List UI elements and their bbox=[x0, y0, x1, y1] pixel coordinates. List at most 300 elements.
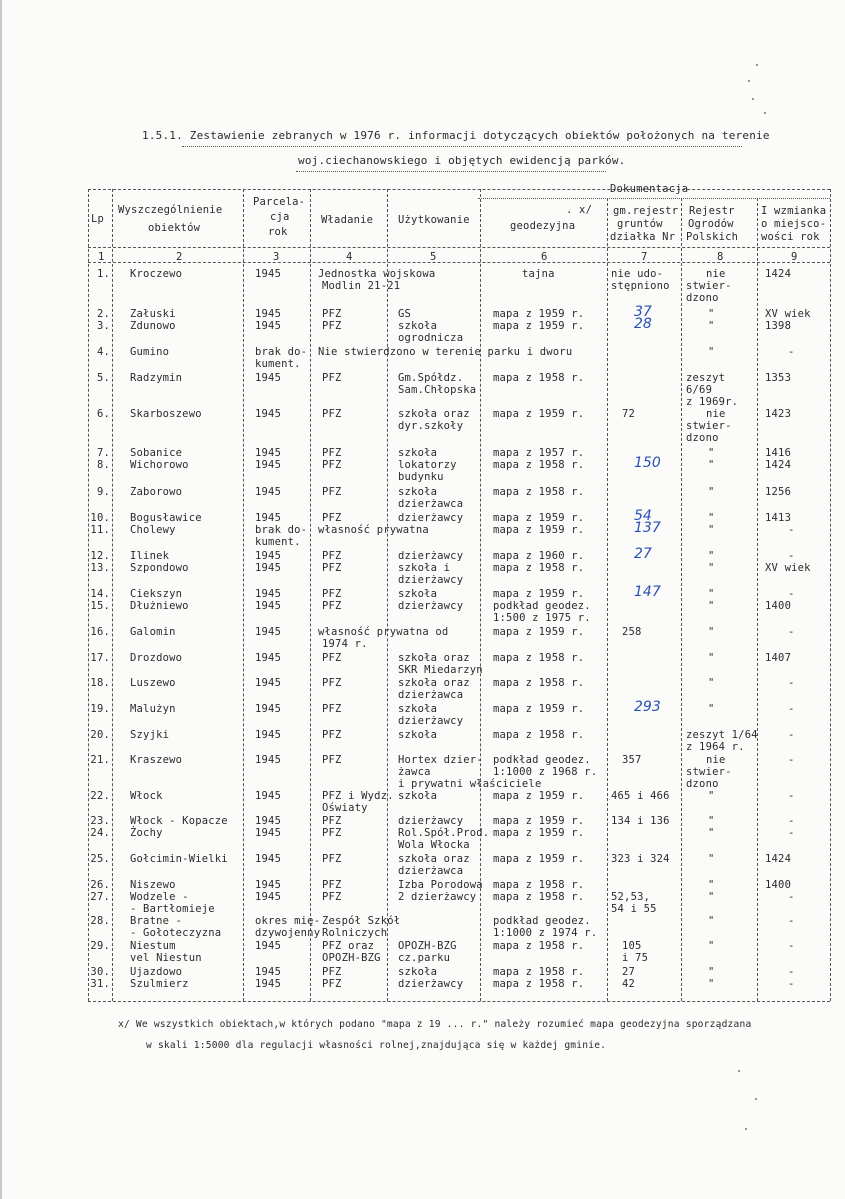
row-lp: 7. bbox=[96, 447, 110, 459]
col-rule-8 bbox=[757, 198, 758, 1001]
row-owner: 1974 r. bbox=[322, 638, 368, 650]
row-geod: mapa z 1959 r. bbox=[493, 588, 585, 600]
row-reg-handwritten: 27 bbox=[634, 546, 652, 562]
row-year: - bbox=[788, 588, 795, 600]
row-geod: mapa z 1958 r. bbox=[493, 891, 585, 903]
row-user: dzierżawca bbox=[398, 865, 464, 877]
row-year: - bbox=[788, 915, 795, 927]
row-year: XV wiek bbox=[765, 562, 811, 574]
row-garden: " bbox=[708, 308, 715, 320]
row-owner: PFZ bbox=[322, 588, 342, 600]
row-garden: stwier- bbox=[686, 420, 732, 432]
row-reg-handwritten: 37 bbox=[634, 304, 652, 320]
row-parc: 1945 bbox=[255, 754, 282, 766]
row-name: Luszewo bbox=[130, 677, 176, 689]
row-owner: PFZ bbox=[322, 550, 342, 562]
row-owner: własność prywatna od bbox=[318, 626, 449, 638]
row-geod: mapa z 1958 r. bbox=[493, 879, 585, 891]
row-garden: " bbox=[708, 827, 715, 839]
row-year: 1424 bbox=[765, 853, 792, 865]
row-lp: 11. bbox=[90, 524, 110, 536]
row-name: Gumino bbox=[130, 346, 170, 358]
col-rule-0 bbox=[88, 189, 89, 1001]
row-user: szkoła bbox=[398, 588, 438, 600]
row-owner: PFZ bbox=[322, 966, 342, 978]
row-year: - bbox=[788, 346, 795, 358]
row-reg-handwritten: 293 bbox=[634, 699, 661, 715]
row-lp: 29. bbox=[90, 940, 110, 952]
row-user: szkoła oraz bbox=[398, 677, 470, 689]
row-geod: mapa z 1959 r. bbox=[493, 512, 585, 524]
row-parc: 1945 bbox=[255, 550, 282, 562]
row-owner: Jednostka wojskowa bbox=[318, 268, 436, 280]
row-reg-handwritten: 150 bbox=[634, 455, 661, 471]
row-owner: Modlin 21-21 bbox=[322, 280, 401, 292]
header-parc-1: Parcela- bbox=[253, 196, 306, 208]
row-user: dzierżawcy bbox=[398, 512, 464, 524]
row-owner: PFZ bbox=[322, 729, 342, 741]
row-reg: stępniono bbox=[611, 280, 670, 292]
row-user: szkoła bbox=[398, 703, 438, 715]
row-user: szkoła bbox=[398, 486, 438, 498]
row-year: 1400 bbox=[765, 600, 792, 612]
col-rule-1 bbox=[112, 189, 113, 1001]
header-mention-1: I wzmianka bbox=[761, 205, 827, 217]
row-owner: PFZ bbox=[322, 827, 342, 839]
row-garden: dzono bbox=[686, 292, 719, 304]
header-mention-2: o miejsco- bbox=[761, 218, 827, 230]
row-lp: 26. bbox=[90, 879, 110, 891]
row-lp: 14. bbox=[90, 588, 110, 600]
row-geod: mapa z 1958 r. bbox=[493, 372, 585, 384]
row-year: XV wiek bbox=[765, 308, 811, 320]
row-year: 1424 bbox=[765, 268, 792, 280]
row-parc: 1945 bbox=[255, 966, 282, 978]
row-owner: PFZ bbox=[322, 447, 342, 459]
row-lp: 9. bbox=[96, 486, 110, 498]
row-owner: PFZ bbox=[322, 652, 342, 664]
header-owner: Władanie bbox=[321, 214, 374, 226]
row-geod: mapa z 1958 r. bbox=[493, 562, 585, 574]
row-garden: " bbox=[708, 790, 715, 802]
header-geod: geodezyjna bbox=[510, 220, 576, 232]
row-reg: 357 bbox=[622, 754, 642, 766]
row-garden: " bbox=[708, 815, 715, 827]
row-name: Kraszewo bbox=[130, 754, 183, 766]
row-owner: PFZ bbox=[322, 459, 342, 471]
header-parc-2: cja bbox=[270, 211, 290, 223]
row-owner: PFZ bbox=[322, 978, 342, 990]
row-owner: PFZ oraz bbox=[322, 940, 375, 952]
header-geod-mark: . x/ bbox=[566, 204, 593, 216]
row-garden: dzono bbox=[686, 778, 719, 790]
row-user: Hortex dzier- bbox=[398, 754, 483, 766]
scan-speck bbox=[738, 1070, 740, 1072]
row-parc: 1945 bbox=[255, 447, 282, 459]
row-parc: 1945 bbox=[255, 978, 282, 990]
row-user: GS bbox=[398, 308, 412, 320]
row-parc: 1945 bbox=[255, 459, 282, 471]
row-garden: " bbox=[708, 320, 715, 332]
row-parc: 1945 bbox=[255, 815, 282, 827]
row-year: 1416 bbox=[765, 447, 792, 459]
header-user: Użytkowanie bbox=[398, 214, 470, 226]
row-garden: " bbox=[708, 459, 715, 471]
row-year: - bbox=[788, 729, 795, 741]
col-rule-4 bbox=[387, 189, 388, 1001]
row-owner: Rolniczych bbox=[322, 927, 388, 939]
row-user: dzierżawcy bbox=[398, 600, 464, 612]
scan-speck bbox=[748, 80, 750, 82]
row-parc: 1945 bbox=[255, 677, 282, 689]
row-user: lokatorzy bbox=[398, 459, 457, 471]
row-year: - bbox=[788, 978, 795, 990]
row-garden: " bbox=[708, 512, 715, 524]
row-garden: dzono bbox=[686, 432, 719, 444]
row-parc: okres mię- bbox=[255, 915, 321, 927]
row-lp: 5. bbox=[96, 372, 110, 384]
row-parc: 1945 bbox=[255, 652, 282, 664]
row-lp: 27. bbox=[90, 891, 110, 903]
row-lp: 1. bbox=[96, 268, 110, 280]
row-name: Skarboszewo bbox=[130, 408, 202, 420]
row-user: szkoła oraz bbox=[398, 853, 470, 865]
row-lp: 22. bbox=[90, 790, 110, 802]
row-user: dzierżawcy bbox=[398, 574, 464, 586]
row-lp: 3. bbox=[96, 320, 110, 332]
row-garden: zeszyt 1/64 bbox=[686, 729, 758, 741]
row-garden: " bbox=[708, 652, 715, 664]
title-line-1: 1.5.1. Zestawienie zebranych w 1976 r. informacji dotyczących obiektów położonych na terenie bbox=[142, 129, 770, 142]
row-parc: 1945 bbox=[255, 879, 282, 891]
row-geod: 1:1000 z 1974 r. bbox=[493, 927, 598, 939]
row-garden: nie bbox=[706, 754, 726, 766]
row-name: Cholewy bbox=[130, 524, 176, 536]
row-name: Niszewo bbox=[130, 879, 176, 891]
header-reg-2: gruntów bbox=[617, 218, 663, 230]
header-doc-group: Dokumentacja bbox=[610, 183, 689, 195]
row-owner: PFZ bbox=[322, 815, 342, 827]
row-name: Załuski bbox=[130, 308, 176, 320]
row-name: Szyjki bbox=[130, 729, 170, 741]
row-owner: PFZ bbox=[322, 600, 342, 612]
header-lp: Lp bbox=[91, 213, 105, 225]
row-garden: z 1964 r. bbox=[686, 741, 745, 753]
row-year: - bbox=[788, 550, 795, 562]
row-garden: " bbox=[708, 891, 715, 903]
header-reg-3: działka Nr bbox=[610, 231, 676, 243]
row-year: - bbox=[788, 940, 795, 952]
row-owner: PFZ bbox=[322, 879, 342, 891]
row-lp: 12. bbox=[90, 550, 110, 562]
row-user: ogrodnicza bbox=[398, 332, 464, 344]
row-reg: 52,53, bbox=[611, 891, 651, 903]
row-user: szkoła bbox=[398, 966, 438, 978]
row-parc: brak do- bbox=[255, 346, 308, 358]
row-garden: " bbox=[708, 550, 715, 562]
row-reg: 54 i 55 bbox=[611, 903, 657, 915]
row-name: Włock - Kopacze bbox=[130, 815, 228, 827]
row-parc: 1945 bbox=[255, 268, 282, 280]
row-lp: 19. bbox=[90, 703, 110, 715]
row-user: szkoła bbox=[398, 320, 438, 332]
title-underline-2 bbox=[296, 171, 606, 172]
row-lp: 18. bbox=[90, 677, 110, 689]
row-name: Włock bbox=[130, 790, 163, 802]
row-lp: 30. bbox=[90, 966, 110, 978]
row-name: Kroczewo bbox=[130, 268, 183, 280]
header-rule bbox=[88, 247, 830, 248]
row-user: dzierżawcy bbox=[398, 815, 464, 827]
footnote-line-2: w skali 1:5000 dla regulacji własności rolnej,znajdująca się w każdej gminie. bbox=[146, 1040, 607, 1051]
row-garden: " bbox=[708, 978, 715, 990]
row-name: Radzymin bbox=[130, 372, 183, 384]
row-garden: nie bbox=[706, 408, 726, 420]
row-garden: zeszyt bbox=[686, 372, 726, 384]
row-owner: PFZ bbox=[322, 677, 342, 689]
row-reg: 27 bbox=[622, 966, 636, 978]
row-geod: mapa z 1959 r. bbox=[493, 815, 585, 827]
row-user: żawca bbox=[398, 766, 431, 778]
row-geod: tajna bbox=[522, 268, 555, 280]
row-garden: " bbox=[708, 588, 715, 600]
row-user: Sam.Chłopska bbox=[398, 384, 477, 396]
row-owner: PFZ bbox=[322, 408, 342, 420]
row-user: cz.parku bbox=[398, 952, 451, 964]
row-lp: 2. bbox=[96, 308, 110, 320]
row-garden: stwier- bbox=[686, 766, 732, 778]
row-name: - Bartłomieje bbox=[130, 903, 215, 915]
row-reg: nie udo- bbox=[611, 268, 664, 280]
row-owner: własność prywatna bbox=[318, 524, 429, 536]
row-reg: 72 bbox=[622, 408, 636, 420]
row-user: dzierżawcy bbox=[398, 978, 464, 990]
row-geod: podkład geodez. bbox=[493, 754, 591, 766]
row-name: Wichorowo bbox=[130, 459, 189, 471]
header-mention-3: wości rok bbox=[761, 231, 820, 243]
row-geod: mapa z 1959 r. bbox=[493, 827, 585, 839]
row-year: 1256 bbox=[765, 486, 792, 498]
row-lp: 10. bbox=[90, 512, 110, 524]
col-rule-3 bbox=[310, 189, 311, 1001]
row-owner: PFZ bbox=[322, 562, 342, 574]
row-parc: kument. bbox=[255, 536, 301, 548]
col-rule-7 bbox=[681, 198, 682, 1001]
row-geod: mapa z 1958 r. bbox=[493, 940, 585, 952]
row-name: Dłużniewo bbox=[130, 600, 189, 612]
col-num-8: 8 bbox=[717, 251, 724, 263]
row-parc: dzywojenny bbox=[255, 927, 321, 939]
row-user: szkoła bbox=[398, 729, 438, 741]
row-owner: PFZ bbox=[322, 372, 342, 384]
header-reg-1: gm.rejestr bbox=[613, 205, 679, 217]
row-garden: " bbox=[708, 915, 715, 927]
row-garden: stwier- bbox=[686, 280, 732, 292]
row-reg-handwritten: 54 bbox=[634, 508, 652, 524]
row-owner: Oświaty bbox=[322, 802, 368, 814]
row-lp: 15. bbox=[90, 600, 110, 612]
row-owner: PFZ bbox=[322, 512, 342, 524]
header-name-1: Wyszczególnienie bbox=[118, 204, 223, 216]
row-user: budynku bbox=[398, 471, 444, 483]
row-parc: 1945 bbox=[255, 790, 282, 802]
row-owner: PFZ bbox=[322, 486, 342, 498]
row-year: - bbox=[788, 677, 795, 689]
row-geod: mapa z 1959 r. bbox=[493, 408, 585, 420]
header-garden-2: Ogrodów bbox=[688, 218, 734, 230]
row-lp: 28. bbox=[90, 915, 110, 927]
row-garden: " bbox=[708, 486, 715, 498]
row-year: - bbox=[788, 626, 795, 638]
row-parc: 1945 bbox=[255, 827, 282, 839]
row-year: - bbox=[788, 754, 795, 766]
row-garden: " bbox=[708, 626, 715, 638]
col-rule-6 bbox=[607, 198, 608, 1001]
row-geod: podkład geodez. bbox=[493, 600, 591, 612]
row-user: Rol.Spół.Prod. bbox=[398, 827, 490, 839]
row-geod: 1:500 z 1975 r. bbox=[493, 612, 591, 624]
row-geod: mapa z 1958 r. bbox=[493, 729, 585, 741]
col-num-5: 5 bbox=[430, 251, 437, 263]
row-reg: 105 bbox=[622, 940, 642, 952]
row-garden: " bbox=[708, 524, 715, 536]
row-lp: 4. bbox=[96, 346, 110, 358]
row-parc: 1945 bbox=[255, 512, 282, 524]
row-reg: 258 bbox=[622, 626, 642, 638]
row-parc: 1945 bbox=[255, 940, 282, 952]
row-parc: kument. bbox=[255, 358, 301, 370]
row-user: Izba Porodowa bbox=[398, 879, 483, 891]
row-name: Szpondowo bbox=[130, 562, 189, 574]
row-geod: mapa z 1959 r. bbox=[493, 320, 585, 332]
row-parc: 1945 bbox=[255, 320, 282, 332]
scan-speck bbox=[755, 1098, 757, 1100]
row-name: Niestum bbox=[130, 940, 176, 952]
row-parc: 1945 bbox=[255, 308, 282, 320]
row-parc: 1945 bbox=[255, 408, 282, 420]
row-year: 1407 bbox=[765, 652, 792, 664]
row-geod: mapa z 1958 r. bbox=[493, 978, 585, 990]
row-user: SKR Miedarzyn bbox=[398, 664, 483, 676]
row-owner: PFZ bbox=[322, 308, 342, 320]
row-owner: Nie stwierdzono w terenie parku i dworu bbox=[318, 346, 573, 358]
row-parc: brak do- bbox=[255, 524, 308, 536]
title-line-2: woj.ciechanowskiego i objętych ewidencją parków. bbox=[298, 154, 626, 167]
scan-speck bbox=[752, 98, 754, 100]
row-owner: PFZ bbox=[322, 891, 342, 903]
row-user: 2 dzierżawcy bbox=[398, 891, 477, 903]
row-parc: 1945 bbox=[255, 729, 282, 741]
row-year: 1400 bbox=[765, 879, 792, 891]
row-garden: " bbox=[708, 677, 715, 689]
row-year: 1398 bbox=[765, 320, 792, 332]
row-geod: mapa z 1959 r. bbox=[493, 853, 585, 865]
row-user: szkoła oraz bbox=[398, 408, 470, 420]
row-year: - bbox=[788, 966, 795, 978]
row-lp: 31. bbox=[90, 978, 110, 990]
row-user: dzierżawca bbox=[398, 689, 464, 701]
row-owner: PFZ bbox=[322, 320, 342, 332]
row-year: - bbox=[788, 827, 795, 839]
row-geod: mapa z 1959 r. bbox=[493, 524, 585, 536]
row-geod: mapa z 1958 r. bbox=[493, 486, 585, 498]
row-garden: nie bbox=[706, 268, 726, 280]
row-owner: OPOZH-BZG bbox=[322, 952, 381, 964]
row-user: dzierżawca bbox=[398, 498, 464, 510]
row-reg-handwritten: 147 bbox=[634, 584, 661, 600]
row-reg: 134 i 136 bbox=[611, 815, 670, 827]
col-num-9: 9 bbox=[791, 251, 798, 263]
row-name: Żochy bbox=[130, 827, 163, 839]
row-geod: mapa z 1959 r. bbox=[493, 626, 585, 638]
row-name: Galomin bbox=[130, 626, 176, 638]
row-parc: 1945 bbox=[255, 372, 282, 384]
col-num-6: 6 bbox=[541, 251, 548, 263]
row-reg: 42 bbox=[622, 978, 636, 990]
row-reg: 323 i 324 bbox=[611, 853, 670, 865]
row-name: Zdunowo bbox=[130, 320, 176, 332]
row-garden: " bbox=[708, 447, 715, 459]
row-year: - bbox=[788, 703, 795, 715]
row-user: szkoła bbox=[398, 790, 438, 802]
row-lp: 13. bbox=[90, 562, 110, 574]
page-edge bbox=[0, 0, 2, 1199]
row-user: Gm.Spółdz. bbox=[398, 372, 464, 384]
row-year: 1353 bbox=[765, 372, 792, 384]
row-reg-handwritten: 137 bbox=[634, 520, 661, 536]
row-garden: z 1969r. bbox=[686, 396, 739, 408]
row-name: Ilinek bbox=[130, 550, 170, 562]
row-user: dzierżawcy bbox=[398, 550, 464, 562]
row-garden: " bbox=[708, 940, 715, 952]
header-name-2: obiektów bbox=[148, 222, 201, 234]
row-garden: " bbox=[708, 879, 715, 891]
row-lp: 21. bbox=[90, 754, 110, 766]
row-year: 1423 bbox=[765, 408, 792, 420]
table-bottom-rule bbox=[88, 1001, 830, 1002]
row-garden: " bbox=[708, 966, 715, 978]
row-lp: 25. bbox=[90, 853, 110, 865]
header-parc-3: rok bbox=[268, 226, 288, 238]
row-lp: 24. bbox=[90, 827, 110, 839]
row-geod: 1:1000 z 1968 r. bbox=[493, 766, 598, 778]
row-user: szkoła oraz bbox=[398, 652, 470, 664]
row-year: - bbox=[788, 815, 795, 827]
scan-speck bbox=[756, 64, 758, 66]
row-name: Gołcimin-Wielki bbox=[130, 853, 228, 865]
row-year: - bbox=[788, 524, 795, 536]
row-reg: i 75 bbox=[622, 952, 649, 964]
row-parc: 1945 bbox=[255, 853, 282, 865]
row-name: Sobanice bbox=[130, 447, 183, 459]
row-lp: 6. bbox=[96, 408, 110, 420]
row-garden: " bbox=[708, 853, 715, 865]
row-lp: 16. bbox=[90, 626, 110, 638]
row-name: Ciekszyn bbox=[130, 588, 183, 600]
row-year: 1424 bbox=[765, 459, 792, 471]
row-geod: mapa z 1958 r. bbox=[493, 966, 585, 978]
row-parc: 1945 bbox=[255, 891, 282, 903]
header-garden-3: Polskich bbox=[686, 231, 739, 243]
row-name: Bratne - bbox=[130, 915, 183, 927]
row-user: Wola Włocka bbox=[398, 839, 470, 851]
row-lp: 23. bbox=[90, 815, 110, 827]
row-user: dzierżawcy bbox=[398, 715, 464, 727]
col-rule-9 bbox=[830, 189, 831, 1001]
doc-group-rule bbox=[478, 198, 830, 199]
row-reg-handwritten: 28 bbox=[634, 316, 652, 332]
row-name: Zaborowo bbox=[130, 486, 183, 498]
